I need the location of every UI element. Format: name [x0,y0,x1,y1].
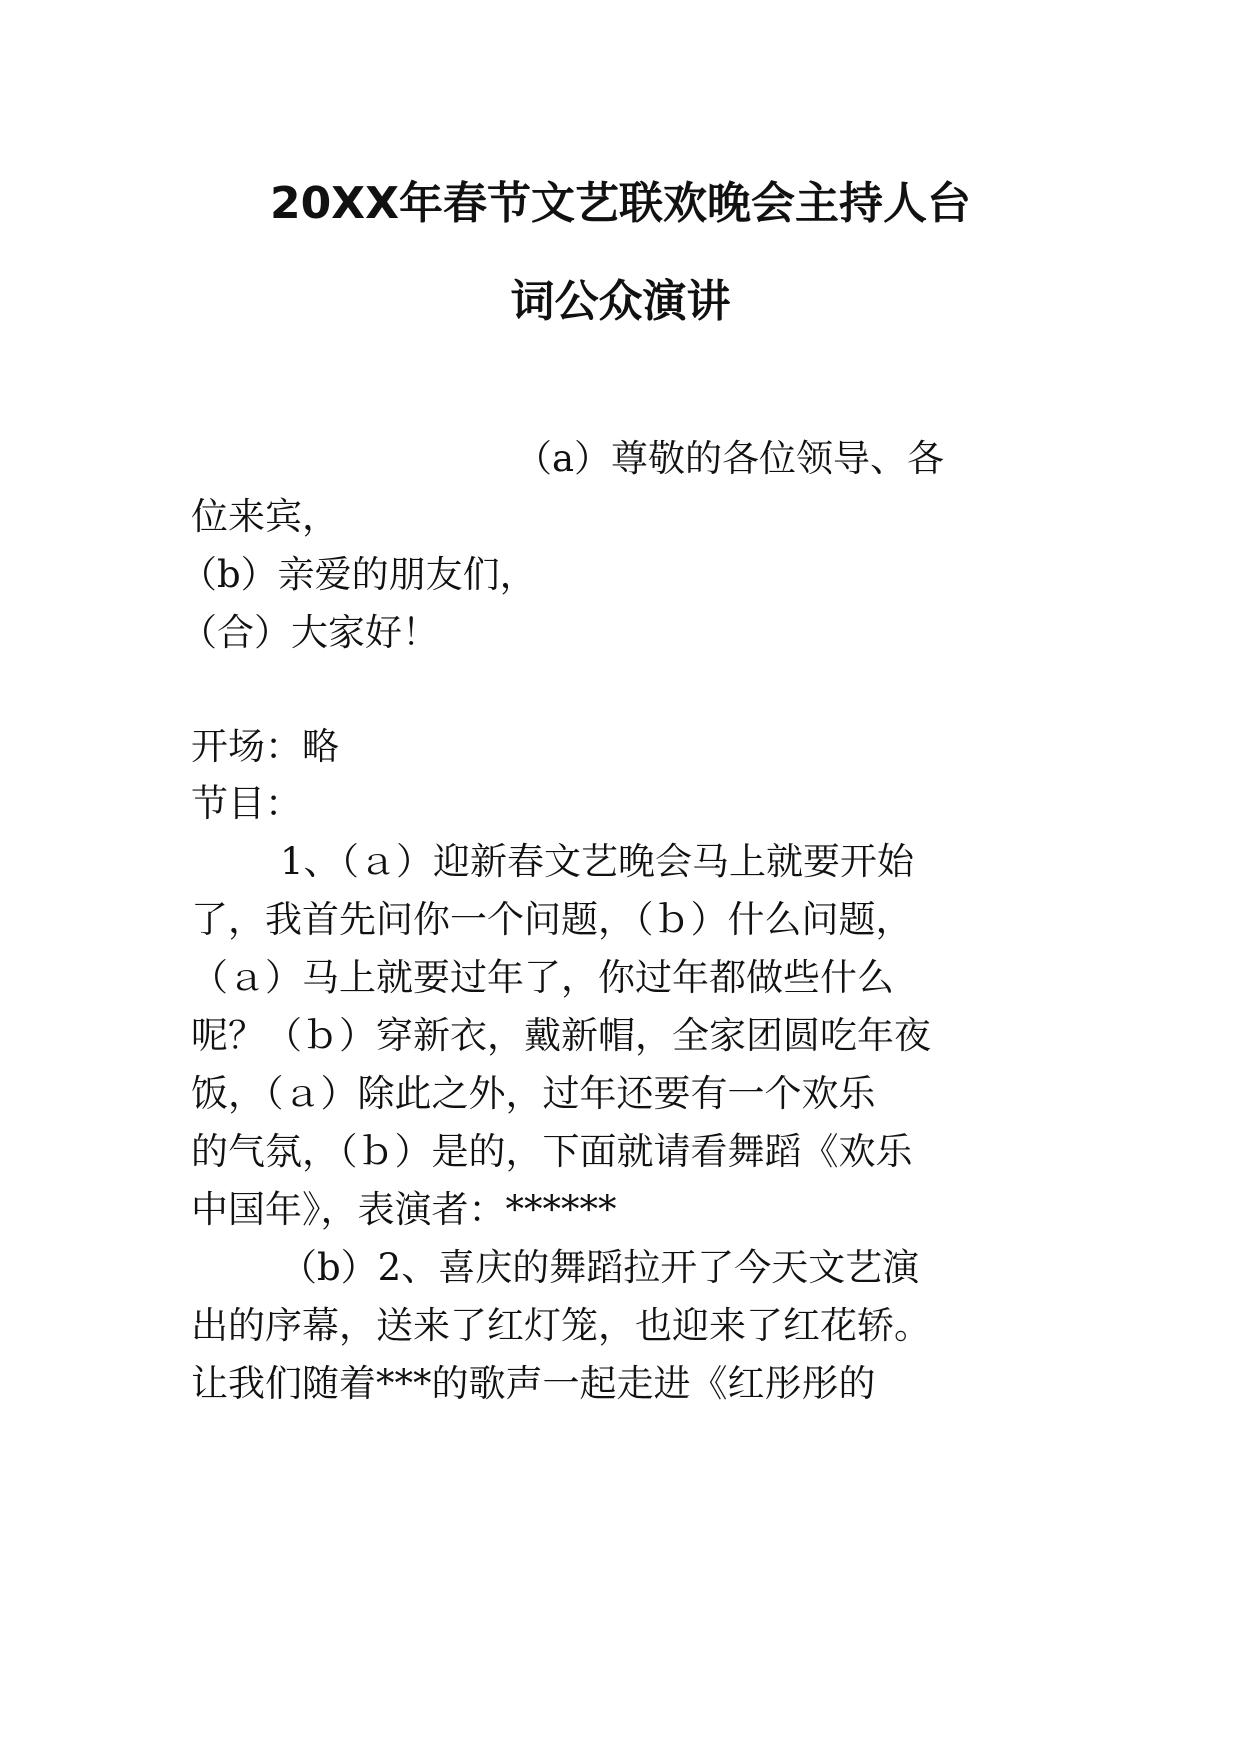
greeting-line-4: （合）大家好！ [180,611,439,654]
item1-line-3: （ａ）马上就要过年了，你过年都做些什么 [191,956,894,999]
item1-line-7: 中国年》，表演者：****** [191,1188,617,1231]
item1-line-4: 呢？（ｂ）穿新衣，戴新帽，全家团圆吃年夜 [191,1014,931,1057]
greeting-line-3: （b）亲爱的朋友们， [180,553,537,596]
greeting-line-1: （a）尊敬的各位领导、各 [515,437,945,480]
item1-line-5: 饭，（ａ）除此之外，过年还要有一个欢乐 [191,1072,876,1115]
item2-line-2: 出的序幕，送来了红灯笼，也迎来了红花轿。 [191,1304,931,1347]
greeting-line-2: 位来宾， [191,495,339,538]
program-label: 节目： [191,782,302,825]
item1-line-1: 1、（ａ）迎新春文艺晚会马上就要开始 [280,840,915,883]
item2-line-3: 让我们随着***的歌声一起走进《红彤彤的 [191,1362,876,1405]
document-title-line-1: 20XX年春节文艺联欢晚会主持人台 [269,178,972,229]
item1-line-6: 的气氛，（ｂ）是的，下面就请看舞蹈《欢乐 [191,1130,913,1173]
item1-line-2: 了，我首先问你一个问题，（ｂ）什么问题， [191,898,913,941]
document-title-line-2: 词公众演讲 [510,276,731,327]
item2-line-1: （b）2、喜庆的舞蹈拉开了今天文艺演 [280,1246,920,1289]
opening-line: 开场：略 [191,725,339,768]
